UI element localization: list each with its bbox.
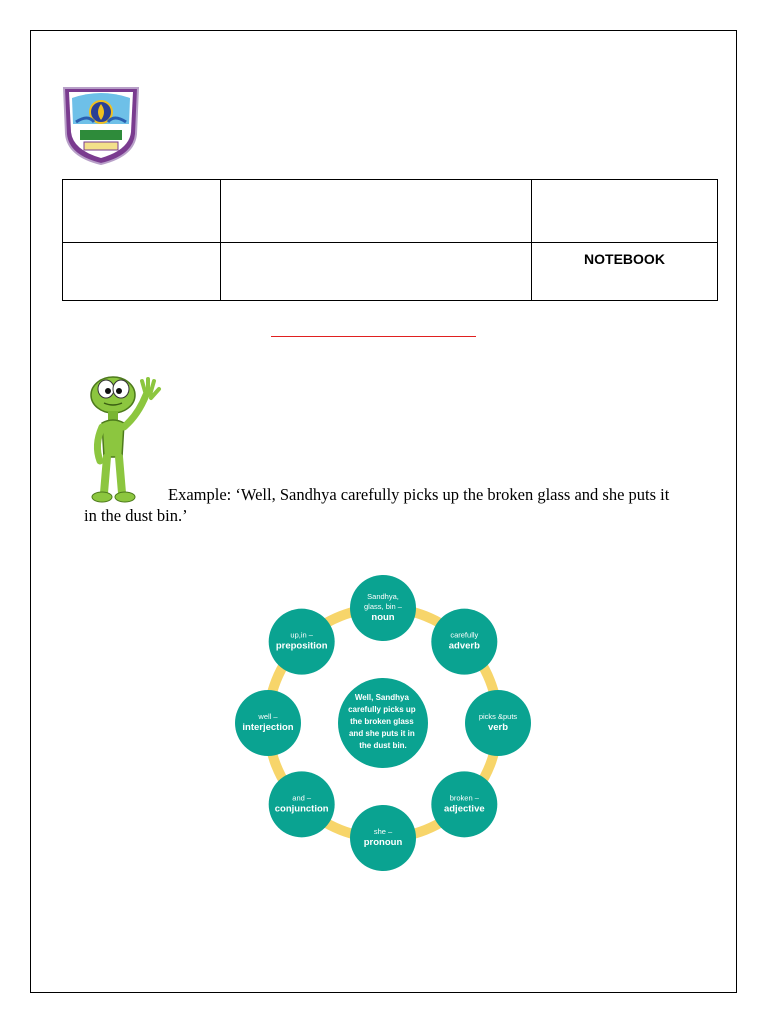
diagram-node [269,609,335,675]
parts-of-speech-diagram [228,568,538,878]
node-example-text: carefully [450,630,479,640]
node-example-text: she – [373,827,393,836]
diagram-node [431,609,497,675]
diagram-node [235,690,301,756]
table-cell [63,180,221,243]
table-cell [532,180,718,243]
node-example-text: up,in – [290,630,313,640]
notebook-label: NOTEBOOK [532,243,718,301]
title-underline [271,336,476,337]
node-part-of-speech: adverb [448,640,480,652]
node-part-of-speech: adjective [443,803,485,815]
example-sentence: Example: ‘Well, Sandhya carefully picks up the broken glass and she puts it in the dust bin.’ [84,485,670,525]
node-example-text: and – [292,793,312,803]
center-circle [338,678,428,768]
node-part-of-speech: verb [487,722,509,733]
node-example-text: picks &puts [478,712,518,721]
school-logo [60,84,142,166]
center-text: Well, Sandhya carefully picks up the broken glass and she puts it in the dust bin. [348,693,416,750]
table-cell [221,180,532,243]
diagram-node [269,771,335,837]
table-cell [63,243,221,301]
diagram-node [350,575,416,641]
node-example-text: well – [258,712,278,721]
diagram-node [350,805,416,871]
info-table [62,179,718,301]
node-part-of-speech: noun [371,612,395,623]
node-example-text: Sandhya, [367,592,399,601]
diagram-node [431,771,497,837]
node-example-text: broken – [449,793,479,803]
node-part-of-speech: pronoun [363,837,403,848]
node-part-of-speech: interjection [242,722,294,733]
node-example-text: glass, bin – [364,602,402,611]
node-part-of-speech: preposition [275,640,328,652]
diagram-node [465,690,531,756]
node-part-of-speech: conjunction [274,803,329,815]
table-cell [221,243,532,301]
